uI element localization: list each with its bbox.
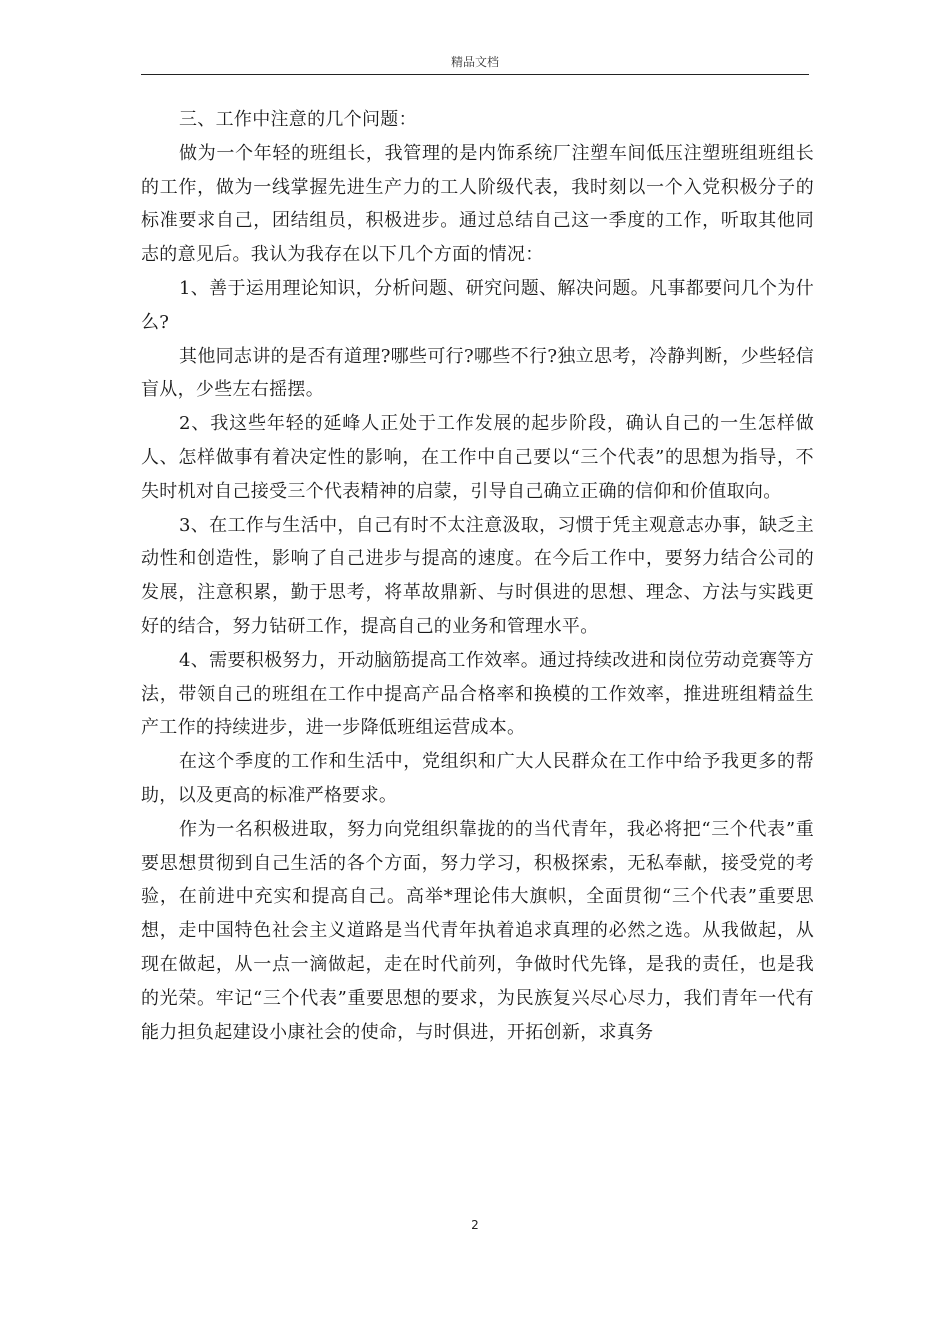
list-item-4: 4、需要积极努力，开动脑筋提高工作效率。通过持续改进和岗位劳动竞赛等方法，带领自己的班组在工作中提高产品合格率和换模的工作效率，推进班组精益生产工作的持续进步，进一步降低班组运营成本。 bbox=[141, 649, 814, 739]
body-paragraph: 其他同志讲的是否有道理?哪些可行?哪些不行?独立思考，冷静判断，少些轻信盲从，少些左右摇摆。 bbox=[141, 345, 814, 401]
list-item-3: 3、在工作与生活中，自己有时不太注意汲取，习惯于凭主观意志办事，缺乏主动性和创造性，影响了自己进步与提高的速度。在今后工作中，要努力结合公司的发展，注意积累，勤于思考，将革故鼎新、与时俱进的思想、理念、方法与实践更好的结合，努力钻研工作，提高自己的业务和管理水平。 bbox=[141, 514, 814, 637]
list-item-2: 2、我这些年轻的延峰人正处于工作发展的起步阶段，确认自己的一生怎样做人、怎样做事有着决定性的影响，在工作中自己要以“三个代表”的思想为指导，不失时机对自己接受三个代表精神的启蒙，引导自己确立正确的信仰和价值取向。 bbox=[141, 413, 814, 502]
document-body bbox=[141, 103, 814, 1049]
body-paragraph: 在这个季度的工作和生活中，党组织和广大人民群众在工作中给予我更多的帮助，以及更高的标准严格要求。 bbox=[141, 751, 814, 806]
body-paragraph: 做为一个年轻的班组长，我管理的是内饰系统厂注塑车间低压注塑班组班组长的工作，做为一线掌握先进生产力的工人阶级代表，我时刻以一个入党积极分子的标准要求自己，团结组员，积极进步。通过总结自己这一季度的工作，听取其他同志的意见后。我认为我存在以下几个方面的情况： bbox=[141, 142, 814, 266]
list-item-1: 1、善于运用理论知识，分析问题、研究问题、解决问题。凡事都要问几个为什么? bbox=[141, 277, 814, 333]
section-heading: 三、工作中注意的几个问题： bbox=[179, 109, 417, 130]
page-header bbox=[141, 54, 809, 75]
page-number: 2 bbox=[471, 1218, 479, 1232]
header-title: 精品文档 bbox=[450, 55, 499, 69]
body-paragraph: 作为一名积极进取，努力向党组织靠拢的的当代青年，我必将把“三个代表”重要思想贯彻到自己生活的各个方面，努力学习，积极探索，无私奉献，接受党的考验，在前进中充实和提高自己。高举*理论伟大旗帜，全面贯彻“三个代表”重要思想，走中国特色社会主义道路是当代青年执着追求真理的必然之选。从我做起，从现在做起，从一点一滴做起，走在时代前列，争做时代先锋，是我的责任，也是我的光荣。牢记“三个代表”重要思想的要求，为民族复兴尽心尽力，我们青年一代有能力担负起建设小康社会的使命，与时俱进，开拓创新，求真务 bbox=[141, 818, 814, 1043]
